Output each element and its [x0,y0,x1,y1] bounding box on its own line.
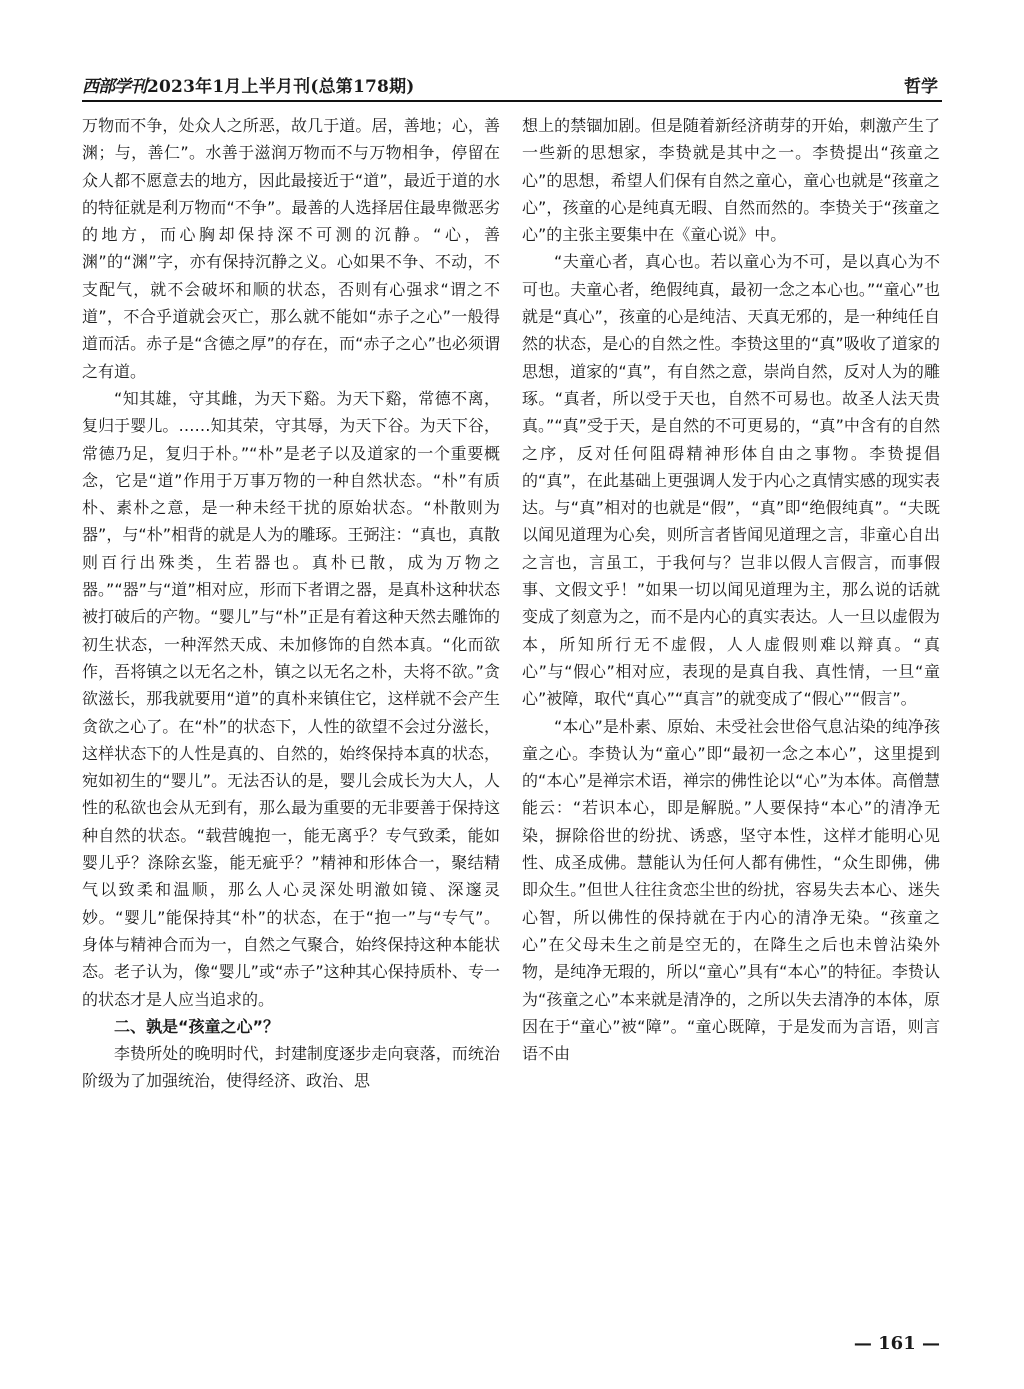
paragraph: “知其雄，守其雌，为天下谿。为天下谿，常德不离，复归于婴儿。……知其荣，守其辱，为天下谷。为天下谷，常德乃足，复归于朴。”“朴”是老子以及道家的一个重要概念，它是“道”作用于万事万物的一种自然状态。“朴”有质朴、素朴之意，是一种未经干扰的原始状态。“朴散则为器”，与“朴”相背的就是人为的雕琢。王弼注：“真也，真散则百行出殊类，生若器也。真朴已散，成为万物之器。”“器”与“道”相对应，形而下者谓之器，是真朴这种状态被打破后的产物。“婴儿”与“朴”正是有着这种天然去雕饰的初生状态，一种浑然天成、未加修饰的自然本真。“化而欲作，吾将镇之以无名之朴，镇之以无名之朴，夫将不欲。”贪欲滋长，那我就要用“道”的真朴来镇住它，这样就不会产生贪欲之心了。在“朴”的状态下，人性的欲望不会过分滋长，这样状态下的人性是真的、自然的，始终保持本真的状态，宛如初生的“婴儿”。无法否认的是，婴儿会成长为大人，人性的私欲也会从无到有，那么最为重要的无非要善于保持这种自然的状态。“载营魄抱一，能无离乎？专气致柔，能如婴儿乎？涤除玄鉴，能无疵乎？”精神和形体合一，聚结精气以致柔和温顺，那么人心灵深处明澈如镜、深邃灵妙。“婴儿”能保持其“朴”的状态，在于“抱一”与“专气”。身体与精神合而为一，自然之气聚合，始终保持这种本能状态。老子认为，像“婴儿”或“赤子”这种其心保持质朴、专一的状态才是人应当追求的。 [82,388,500,1009]
paragraph: “夫童心者，真心也。若以童心为不可，是以真心为不可也。夫童心者，绝假纯真，最初一念之本心也。”“童心”也就是“真心”，孩童的心是纯洁、天真无邪的，是一种纯任自然的状态，是心的自然之性。李贽这里的“真”吸收了道家的思想，道家的“真”，有自然之意，崇尚自然，反对人为的雕琢。“真者，所以受于天也，自然不可易也。故圣人法天贵真。”“真”受于天，是自然的不可更易的，“真”中含有的自然之序，反对任何阻碍精神形体自由之事物。李贽提倡的“真”，在此基础上更强调人发于内心之真情实感的现实表达。与“真”相对的也就是“假”，“真”即“绝假纯真”。“夫既以闻见道理为心矣，则所言者皆闻见道理之言，非童心自出之言也，言虽工，于我何与？岂非以假人言假言，而事假事、文假文乎！”如果一切以闻见道理为主，那么说的话就变成了刻意为之，而不是内心的真实表达。人一旦以虚假为本，所知所行无不虚假，人人虚假则难以辩真。“真心”与“假心”相对应，表现的是真自我、真性情，一旦“童心”被障，取代“真心”“真言”的就变成了“假心”“假言”。 [522,252,940,709]
right-column [522,112,940,1067]
header-rule [82,100,942,102]
issue-info: 2023年1月上半月刊(总第178期) [147,77,415,97]
paragraph: 想上的禁锢加剧。但是随着新经济萌芽的开始，刺激产生了一些新的思想家，李贽就是其中之一。李贽提出“孩童之心”的思想，希望人们保有自然之童心，童心也就是“孩童之心”，孩童的心是纯真无暇、自然而然的。李贽关于“孩童之心”的主张主要集中在《童心说》中。 [522,116,940,245]
paragraph: 万物而不争，处众人之所恶，故几于道。居，善地；心，善渊；与，善仁”。水善于滋润万物而不与万物相争，停留在众人都不愿意去的地方，因此最接近于“道”，最近于道的水的特征就是利万物而“不争”。最善的人选择居住最卑微恶劣的地方，而心胸却保持深不可测的沉静。“心，善渊”的“渊”字，亦有保持沉静之义。心如果不争、不动，不支配气，就不会破坏和顺的状态，否则有心强求“谓之不道”，不合乎道就会灭亡，那么就不能如“赤子之心”一般得道而活。赤子是“含德之厚”的存在，而“赤子之心”也必须谓之有道。 [82,116,500,381]
page-number: — 161 — [853,1333,940,1354]
journal-logo: 西部学刊 [82,77,146,97]
section-label: 哲学 [904,77,938,97]
running-header [82,70,942,100]
journal-issue-line [82,72,415,97]
left-column [82,112,500,1095]
paragraph: “本心”是朴素、原始、未受社会世俗气息沾染的纯净孩童之心。李贽认为“童心”即“最初一念之本心”，这里提到的“本心”是禅宗术语，禅宗的佛性论以“心”为本体。高僧慧能云：“若识本心，即是解脱。”人要保持“本心”的清净无染，摒除俗世的纷扰、诱惑，坚守本性，这样才能明心见性、成圣成佛。慧能认为任何人都有佛性，“众生即佛，佛即众生。”但世人往往贪恋尘世的纷扰，容易失去本心、迷失心智，所以佛性的保持就在于内心的清净无染。“孩童之心”在父母未生之前是空无的，在降生之后也未曾沾染外物，是纯净无瑕的，所以“童心”具有“本心”的特征。李贽认为“孩童之心”本来就是清净的，之所以失去清净的本体，原因在于“童心”被“障”。“童心既障，于是发而为言语，则言语不由 [522,716,940,1064]
section-heading: 二、孰是“孩童之心”？ [114,1016,280,1036]
paragraph: 李贽所处的晚明时代，封建制度逐步走向衰落，而统治阶级为了加强统治，使得经济、政治、思 [82,1044,500,1091]
